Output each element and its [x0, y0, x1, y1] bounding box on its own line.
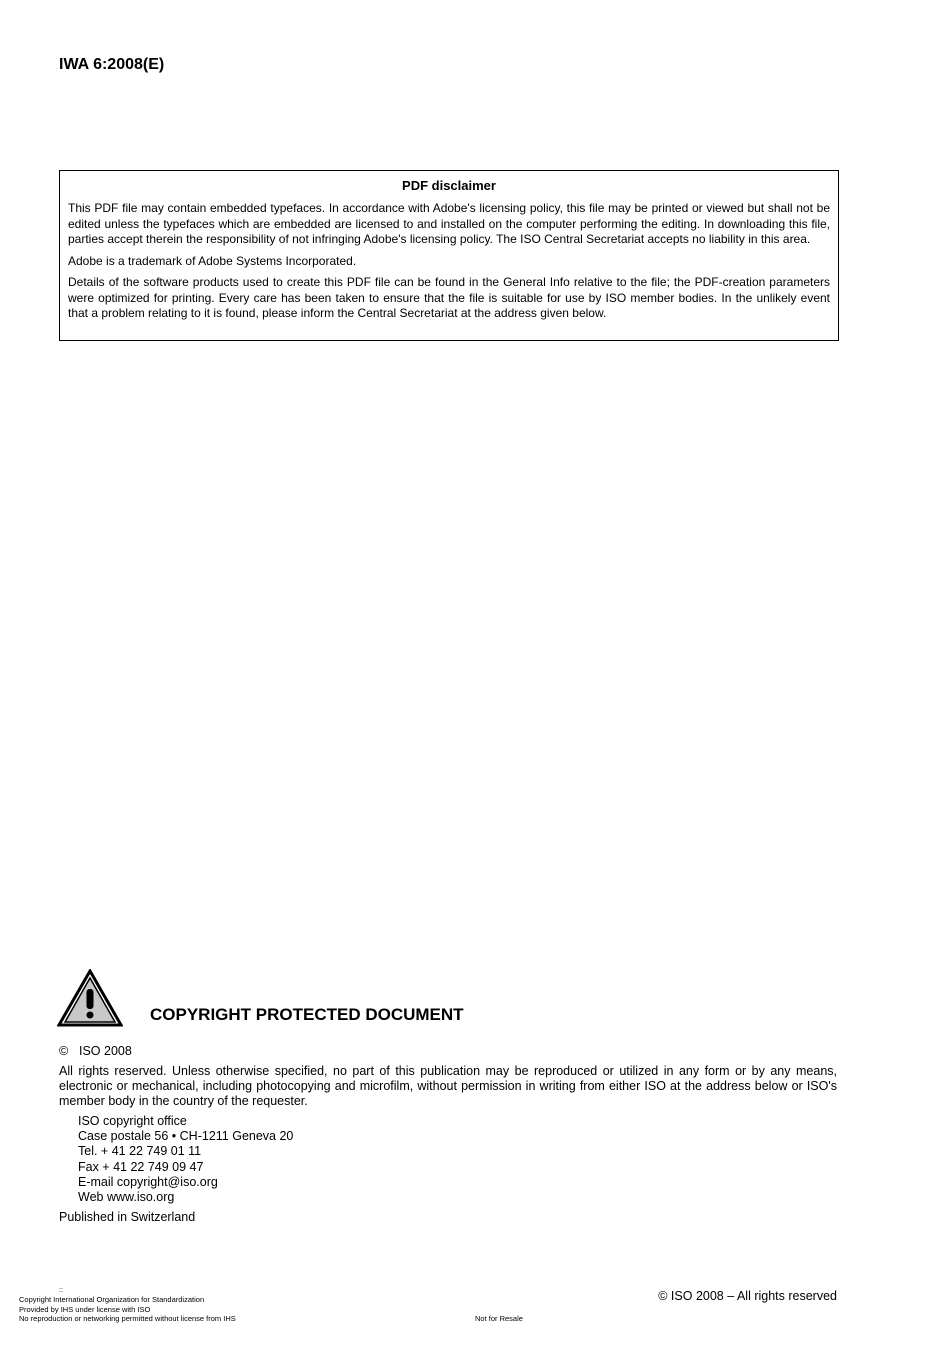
- footer-copyright: © ISO 2008 – All rights reserved: [658, 1289, 837, 1303]
- warning-triangle-icon: [57, 969, 123, 1027]
- address-line: ISO copyright office: [78, 1114, 187, 1128]
- copyright-year: ISO 2008: [79, 1044, 132, 1058]
- disclaimer-paragraph: This PDF file may contain embedded typefaces. In accordance with Adobe's licensing policy, this file may be printed or viewed but shall not be edited unless the typefaces which are embedded are licensed to and installed on the computer performing the editing. In downloading this file, parties accept therein the responsibility of not infringing Adobe's licensing policy. The ISO Central Secretariat accepts no liability in this area.: [68, 201, 830, 246]
- not-for-resale: Not for Resale: [475, 1314, 523, 1323]
- disclaimer-title: PDF disclaimer: [402, 178, 496, 193]
- address-line: Fax + 41 22 749 09 47: [78, 1159, 204, 1174]
- document-id: IWA 6:2008(E): [59, 56, 165, 73]
- ihs-line: No reproduction or networking permitted without license from IHS: [19, 1314, 236, 1323]
- footer-marks: ::: [59, 1287, 63, 1294]
- ihs-line: Copyright International Organization for Standardization: [19, 1295, 205, 1304]
- ihs-line: Provided by IHS under license with ISO: [19, 1304, 151, 1314]
- rights-statement: All rights reserved. Unless otherwise specified, no part of this publication may be reproduced or utilized in any form or by any means, electronic or mechanical, including photocopying and microfilm, without permission in writing from either ISO at the address below or ISO's member body in the country of the requester.: [59, 1064, 837, 1108]
- iso-address: [78, 1114, 293, 1205]
- ihs-license-notes: [19, 1295, 236, 1324]
- published-in: Published in Switzerland: [59, 1210, 196, 1224]
- disclaimer-paragraph: Details of the software products used to create this PDF file can be found in the General Info relative to the file; the PDF-creation parameters were optimized for printing. Every care has been taken to ensure that the file is suitable for use by ISO member bodies. In the unlikely event that a problem relating to it is found, please inform the Central Secretariat at the address given below.: [68, 275, 830, 320]
- copyright-symbol: ©: [59, 1044, 69, 1058]
- address-line: Web www.iso.org: [78, 1190, 175, 1205]
- copyright-year-line: [59, 1044, 132, 1058]
- address-line: Tel. + 41 22 749 01 11: [78, 1144, 202, 1159]
- disclaimer-paragraph: Adobe is a trademark of Adobe Systems Incorporated.: [68, 253, 357, 268]
- address-line: E-mail copyright@iso.org: [78, 1174, 218, 1189]
- address-line: Case postale 56 • CH-1211 Geneva 20: [78, 1129, 294, 1144]
- copyright-heading: COPYRIGHT PROTECTED DOCUMENT: [150, 1005, 464, 1024]
- pdf-disclaimer-box: [59, 170, 839, 341]
